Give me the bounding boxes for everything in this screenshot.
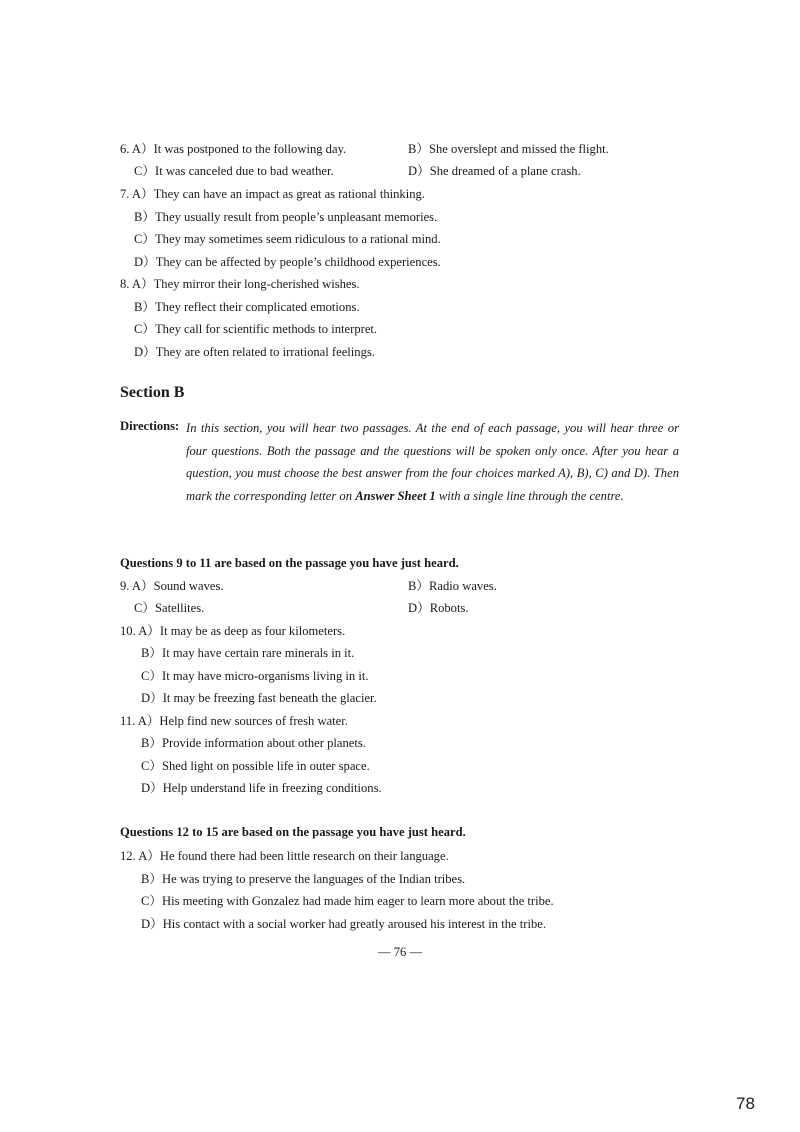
directions-label: Directions:: [120, 419, 180, 433]
q7-option-c: C）They may sometimes seem ridiculous to a rational mind.: [134, 232, 441, 246]
questions-9-11-heading: Questions 9 to 11 are based on the passage you have just heard.: [120, 556, 459, 570]
q9-option-b: B）Radio waves.: [408, 579, 497, 593]
q6-option-a: 6. A）It was postponed to the following day.: [120, 142, 347, 156]
directions-part-1: In this section, you will hear two passages. At the end of each passage, you will hear three or four questions. Both the passage and the questions will be spoken only once. After you hear a question, you must choose the best answer from the four choices marked A), B), C) and D). Then mark the corresponding letter on: [186, 421, 679, 504]
q8-option-a: 8. A）They mirror their long-cherished wishes.: [120, 277, 360, 291]
q8-option-b: B）They reflect their complicated emotions.: [134, 300, 360, 314]
q7-option-a: 7. A）They can have an impact as great as rational thinking.: [120, 187, 425, 201]
q6-option-b: B）She overslept and missed the flight.: [408, 142, 609, 156]
q12-option-b: B）He was trying to preserve the languages of the Indian tribes.: [141, 872, 466, 886]
page-number: 78: [736, 1094, 755, 1113]
q11-option-d: D）Help understand life in freezing conditions.: [141, 781, 382, 795]
folio: — 76 —: [377, 945, 423, 959]
q10-option-a: 10. A）It may be as deep as four kilometers.: [120, 624, 346, 638]
questions-12-15-heading: Questions 12 to 15 are based on the passage you have just heard.: [120, 825, 466, 839]
q10-option-c: C）It may have micro-organisms living in it.: [141, 669, 369, 683]
answer-sheet-ref: Answer Sheet 1: [355, 489, 436, 504]
q10-option-d: D）It may be freezing fast beneath the glacier.: [141, 691, 377, 705]
q7-option-b: B）They usually result from people’s unpleasant memories.: [134, 210, 438, 224]
q9-option-c: C）Satellites.: [134, 601, 205, 615]
q8-option-d: D）They are often related to irrational feelings.: [134, 345, 375, 359]
q8-option-c: C）They call for scientific methods to interpret.: [134, 322, 378, 336]
q11-option-a: 11. A）Help find new sources of fresh water.: [120, 714, 348, 728]
q6-option-d: D）She dreamed of a plane crash.: [408, 164, 581, 178]
q12-option-d: D）His contact with a social worker had greatly aroused his interest in the tribe.: [141, 917, 546, 931]
q11-option-b: B）Provide information about other planets.: [141, 736, 366, 750]
q10-option-b: B）It may have certain rare minerals in it.: [141, 646, 355, 660]
q11-option-c: C）Shed light on possible life in outer space.: [141, 759, 370, 773]
directions-text: [186, 417, 679, 508]
q6-option-c: C）It was canceled due to bad weather.: [134, 164, 334, 178]
directions-part-3: with a single line through the centre.: [435, 489, 624, 504]
q12-option-c: C）His meeting with Gonzalez had made him eager to learn more about the tribe.: [141, 894, 554, 908]
section-title: Section B: [120, 384, 185, 401]
q9-option-d: D）Robots.: [408, 601, 469, 615]
q9-option-a: 9. A）Sound waves.: [120, 579, 224, 593]
q12-option-a: 12. A）He found there had been little research on their language.: [120, 849, 449, 863]
q7-option-d: D）They can be affected by people’s childhood experiences.: [134, 255, 441, 269]
